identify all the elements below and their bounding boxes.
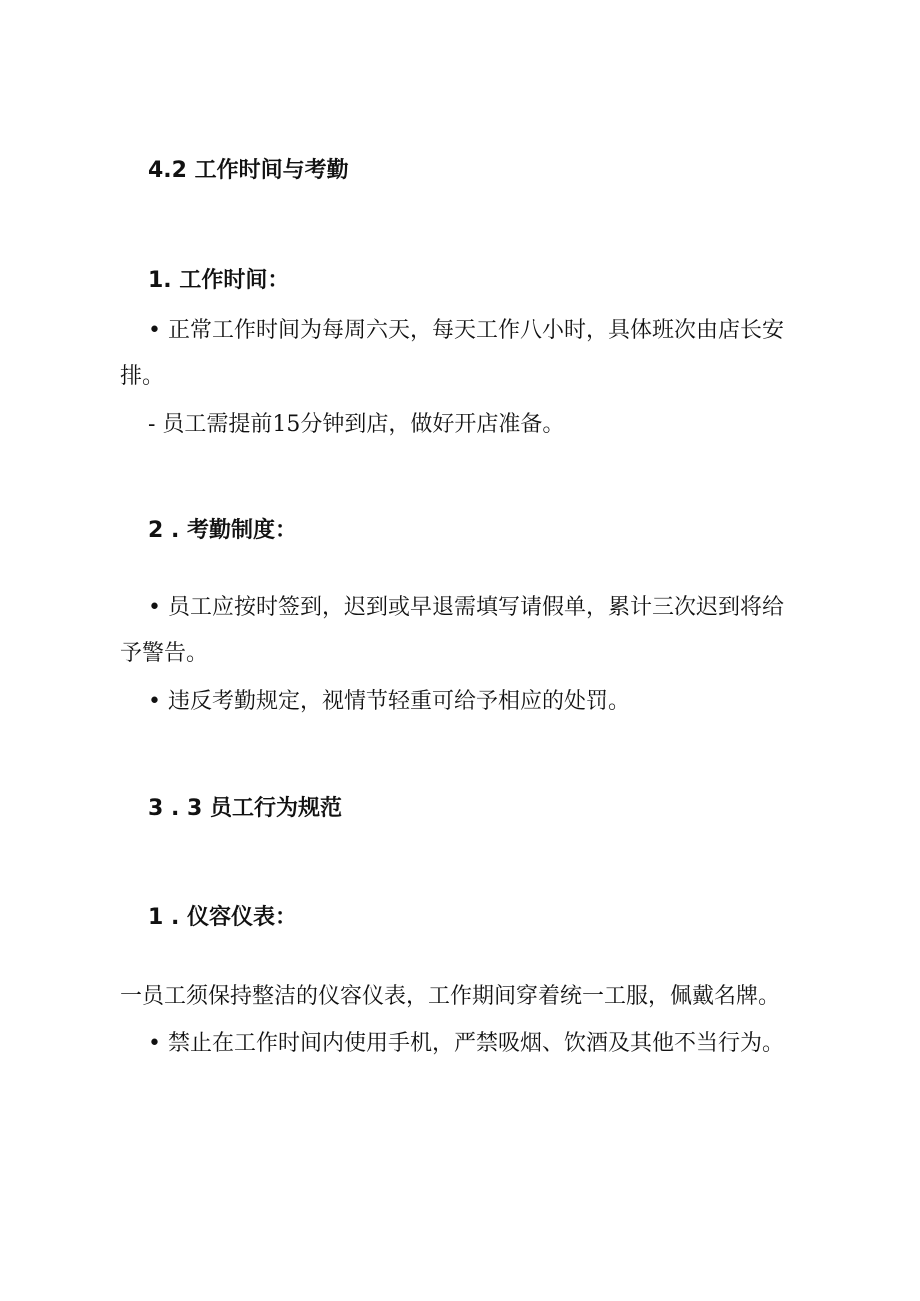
attendance-item-2: • 违反考勤规定，视情节轻重可给予相应的处罚。 — [148, 689, 630, 714]
work-hours-heading: 1. 工作时间： — [148, 268, 290, 293]
appearance-item-1: 一员工须保持整洁的仪容仪表，工作期间穿着统一工服，佩戴名牌。 — [120, 984, 781, 1009]
attendance-item-1-line-2: 予警告。 — [120, 641, 209, 666]
work-hours-item-2: - 员工需提前15分钟到店，做好开店准备。 — [148, 412, 565, 437]
attendance-heading: 2 . 考勤制度： — [148, 518, 297, 543]
work-hours-item-1-line-2: 排。 — [120, 364, 165, 389]
appearance-item-2: • 禁止在工作时间内使用手机，严禁吸烟、饮酒及其他不当行为。 — [148, 1031, 784, 1056]
section-3-3-title: 3 . 3 员工行为规范 — [148, 796, 342, 821]
attendance-item-1-line-1: • 员工应按时签到，迟到或早退需填写请假单，累计三次迟到将给 — [148, 595, 784, 620]
work-hours-item-1-line-1: • 正常工作时间为每周六天，每天工作八小时，具体班次由店长安 — [148, 318, 784, 343]
section-4-2-title: 4.2 工作时间与考勤 — [148, 158, 349, 183]
appearance-heading: 1 . 仪容仪表： — [148, 905, 297, 930]
